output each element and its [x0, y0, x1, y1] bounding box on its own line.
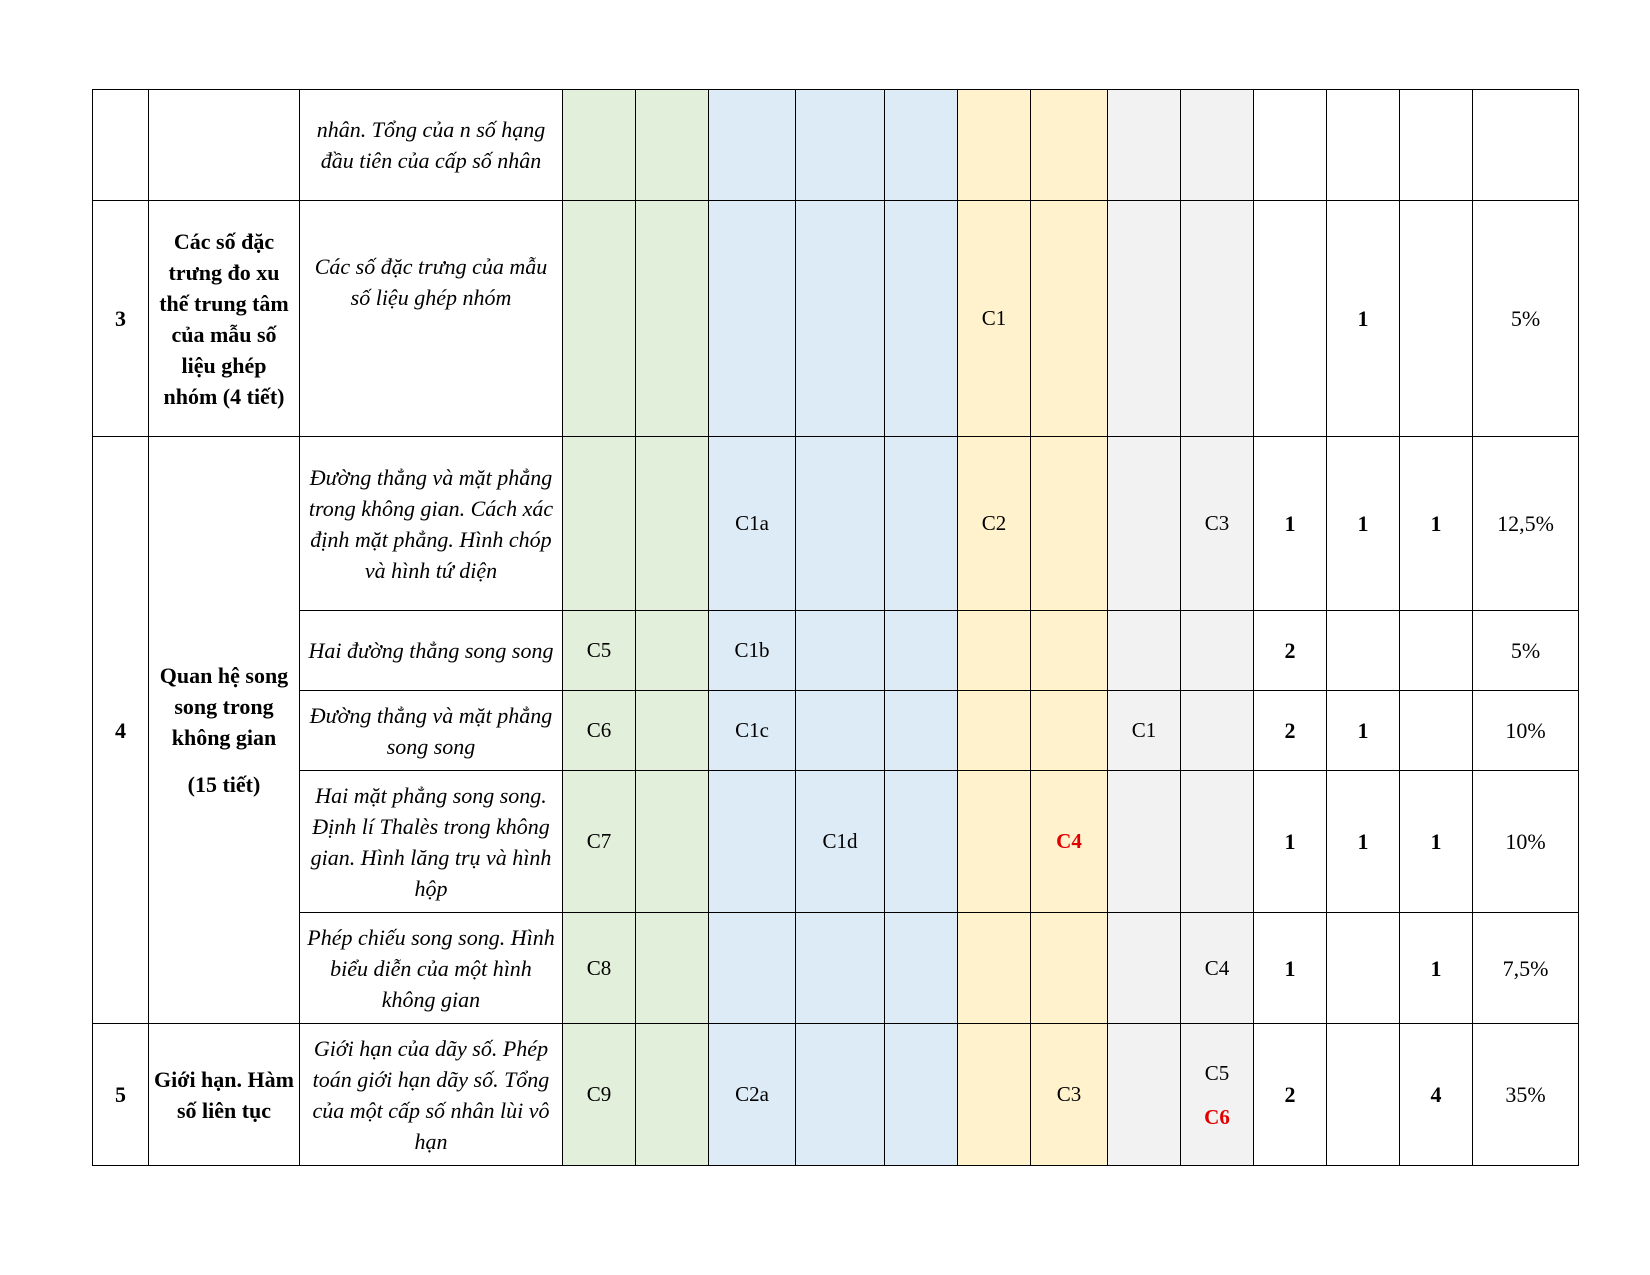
blue-cell-2	[796, 1024, 885, 1166]
assessment-matrix-table	[92, 89, 1579, 1166]
blue-cell-3	[885, 90, 958, 201]
gray-cell-1	[1108, 90, 1181, 201]
green-cell-1: C7	[563, 771, 636, 913]
blue-cell-3	[885, 771, 958, 913]
blue-cell-2	[796, 913, 885, 1024]
stt-cell: 4	[93, 437, 149, 1024]
green-cell-1: C5	[563, 611, 636, 691]
unit-cell: Phép chiếu song song. Hình biểu diễn của một hình không gian	[300, 913, 563, 1024]
gray-cell-1	[1108, 201, 1181, 437]
gray-cell-2	[1181, 1024, 1254, 1166]
blue-cell-1	[709, 913, 796, 1024]
blue-cell-3	[885, 611, 958, 691]
yellow-cell-1	[958, 611, 1031, 691]
gray-cell-2	[1181, 90, 1254, 201]
count-cell-3	[1400, 691, 1473, 771]
count-cell-2: 1	[1327, 771, 1400, 913]
blue-cell-1	[709, 771, 796, 913]
green-cell-2	[636, 691, 709, 771]
blue-cell-1	[709, 90, 796, 201]
green-cell-1: C9	[563, 1024, 636, 1166]
gray-cell-2: C4	[1181, 913, 1254, 1024]
unit-cell: nhân. Tổng của n số hạng đầu tiên của cấp số nhân	[300, 90, 563, 201]
gray-cell-2	[1181, 201, 1254, 437]
green-cell-1: C6	[563, 691, 636, 771]
blue-cell-2	[796, 611, 885, 691]
topic-cell	[149, 90, 300, 201]
gray-cell-2	[1181, 771, 1254, 913]
blue-cell-1: C1c	[709, 691, 796, 771]
table-row	[93, 1024, 1579, 1166]
green-cell-1	[563, 201, 636, 437]
percent-cell: 10%	[1473, 691, 1579, 771]
count-cell-1: 2	[1254, 611, 1327, 691]
question-label: C5	[1204, 1060, 1230, 1085]
yellow-cell-1	[958, 90, 1031, 201]
table-row	[93, 201, 1579, 437]
blue-cell-1: C1b	[709, 611, 796, 691]
yellow-cell-1	[958, 771, 1031, 913]
percent-cell: 7,5%	[1473, 913, 1579, 1024]
gray-cell-1: C1	[1108, 691, 1181, 771]
highlighted-question: C6	[1204, 1104, 1230, 1129]
gray-cell-1	[1108, 611, 1181, 691]
yellow-cell-2	[1031, 913, 1108, 1024]
gray-cell-1	[1108, 771, 1181, 913]
count-cell-1: 1	[1254, 913, 1327, 1024]
blue-cell-3	[885, 691, 958, 771]
blue-cell-2: C1d	[796, 771, 885, 913]
percent-cell: 35%	[1473, 1024, 1579, 1166]
percent-cell: 12,5%	[1473, 437, 1579, 611]
count-cell-3: 1	[1400, 771, 1473, 913]
count-cell-3	[1400, 611, 1473, 691]
blue-cell-1: C2a	[709, 1024, 796, 1166]
yellow-cell-2	[1031, 611, 1108, 691]
unit-cell: Hai mặt phẳng song song. Định lí Thalès trong không gian. Hình lăng trụ và hình hộp	[300, 771, 563, 913]
green-cell-1	[563, 90, 636, 201]
table-row	[93, 913, 1579, 1024]
unit-cell: Hai đường thẳng song song	[300, 611, 563, 691]
count-cell-3: 4	[1400, 1024, 1473, 1166]
green-cell-2	[636, 771, 709, 913]
green-cell-2	[636, 913, 709, 1024]
topic-cell: Các số đặc trưng đo xu thế trung tâm của mẫu số liệu ghép nhóm (4 tiết)	[149, 201, 300, 437]
count-cell-2: 1	[1327, 691, 1400, 771]
green-cell-1: C8	[563, 913, 636, 1024]
topic-hours: (15 tiết)	[187, 772, 261, 797]
green-cell-2	[636, 201, 709, 437]
count-cell-2: 1	[1327, 437, 1400, 611]
count-cell-1	[1254, 201, 1327, 437]
table-row	[93, 691, 1579, 771]
yellow-cell-1	[958, 691, 1031, 771]
percent-cell	[1473, 90, 1579, 201]
gray-cell-2	[1181, 611, 1254, 691]
table-row	[93, 611, 1579, 691]
gray-cell-2	[1181, 691, 1254, 771]
blue-cell-2	[796, 201, 885, 437]
gray-cell-1	[1108, 437, 1181, 611]
green-cell-2	[636, 1024, 709, 1166]
percent-cell: 5%	[1473, 611, 1579, 691]
stt-cell: 3	[93, 201, 149, 437]
yellow-cell-2	[1031, 201, 1108, 437]
blue-cell-3	[885, 913, 958, 1024]
unit-cell: Các số đặc trưng của mẫu số liệu ghép nhóm	[300, 201, 563, 437]
gray-cell-1	[1108, 913, 1181, 1024]
highlighted-question: C4	[1056, 829, 1082, 853]
count-cell-2	[1327, 913, 1400, 1024]
yellow-cell-1	[958, 913, 1031, 1024]
count-cell-2	[1327, 611, 1400, 691]
blue-cell-1: C1a	[709, 437, 796, 611]
yellow-cell-2	[1031, 90, 1108, 201]
count-cell-3: 1	[1400, 913, 1473, 1024]
green-cell-2	[636, 90, 709, 201]
blue-cell-3	[885, 437, 958, 611]
percent-cell: 10%	[1473, 771, 1579, 913]
yellow-cell-2	[1031, 771, 1108, 913]
topic-cell: Giới hạn. Hàm số liên tục	[149, 1024, 300, 1166]
stt-cell: 5	[93, 1024, 149, 1166]
yellow-cell-2: C3	[1031, 1024, 1108, 1166]
blue-cell-2	[796, 90, 885, 201]
green-cell-2	[636, 611, 709, 691]
blue-cell-2	[796, 437, 885, 611]
gray-cell-2: C3	[1181, 437, 1254, 611]
count-cell-3	[1400, 201, 1473, 437]
unit-cell: Giới hạn của dãy số. Phép toán giới hạn dãy số. Tổng của một cấp số nhân lùi vô hạn	[300, 1024, 563, 1166]
blue-cell-2	[796, 691, 885, 771]
stt-cell	[93, 90, 149, 201]
yellow-cell-1	[958, 1024, 1031, 1166]
count-cell-1: 1	[1254, 437, 1327, 611]
green-cell-2	[636, 437, 709, 611]
topic-title: Quan hệ song song trong không gian	[159, 663, 289, 750]
yellow-cell-1: C2	[958, 437, 1031, 611]
count-cell-2	[1327, 1024, 1400, 1166]
count-cell-2: 1	[1327, 201, 1400, 437]
yellow-cell-1: C1	[958, 201, 1031, 437]
yellow-cell-2	[1031, 691, 1108, 771]
blue-cell-3	[885, 1024, 958, 1166]
blue-cell-3	[885, 201, 958, 437]
green-cell-1	[563, 437, 636, 611]
gray-cell-1	[1108, 1024, 1181, 1166]
blue-cell-1	[709, 201, 796, 437]
count-cell-3: 1	[1400, 437, 1473, 611]
topic-cell	[149, 437, 300, 1024]
table-row	[93, 771, 1579, 913]
table-row	[93, 437, 1579, 611]
percent-cell: 5%	[1473, 201, 1579, 437]
count-cell-1: 1	[1254, 771, 1327, 913]
unit-cell: Đường thẳng và mặt phẳng trong không gian. Cách xác định mặt phẳng. Hình chóp và hình tứ diện	[300, 437, 563, 611]
count-cell-1: 2	[1254, 1024, 1327, 1166]
count-cell-2	[1327, 90, 1400, 201]
unit-cell: Đường thẳng và mặt phẳng song song	[300, 691, 563, 771]
count-cell-3	[1400, 90, 1473, 201]
table-row	[93, 90, 1579, 201]
count-cell-1: 2	[1254, 691, 1327, 771]
yellow-cell-2	[1031, 437, 1108, 611]
count-cell-1	[1254, 90, 1327, 201]
